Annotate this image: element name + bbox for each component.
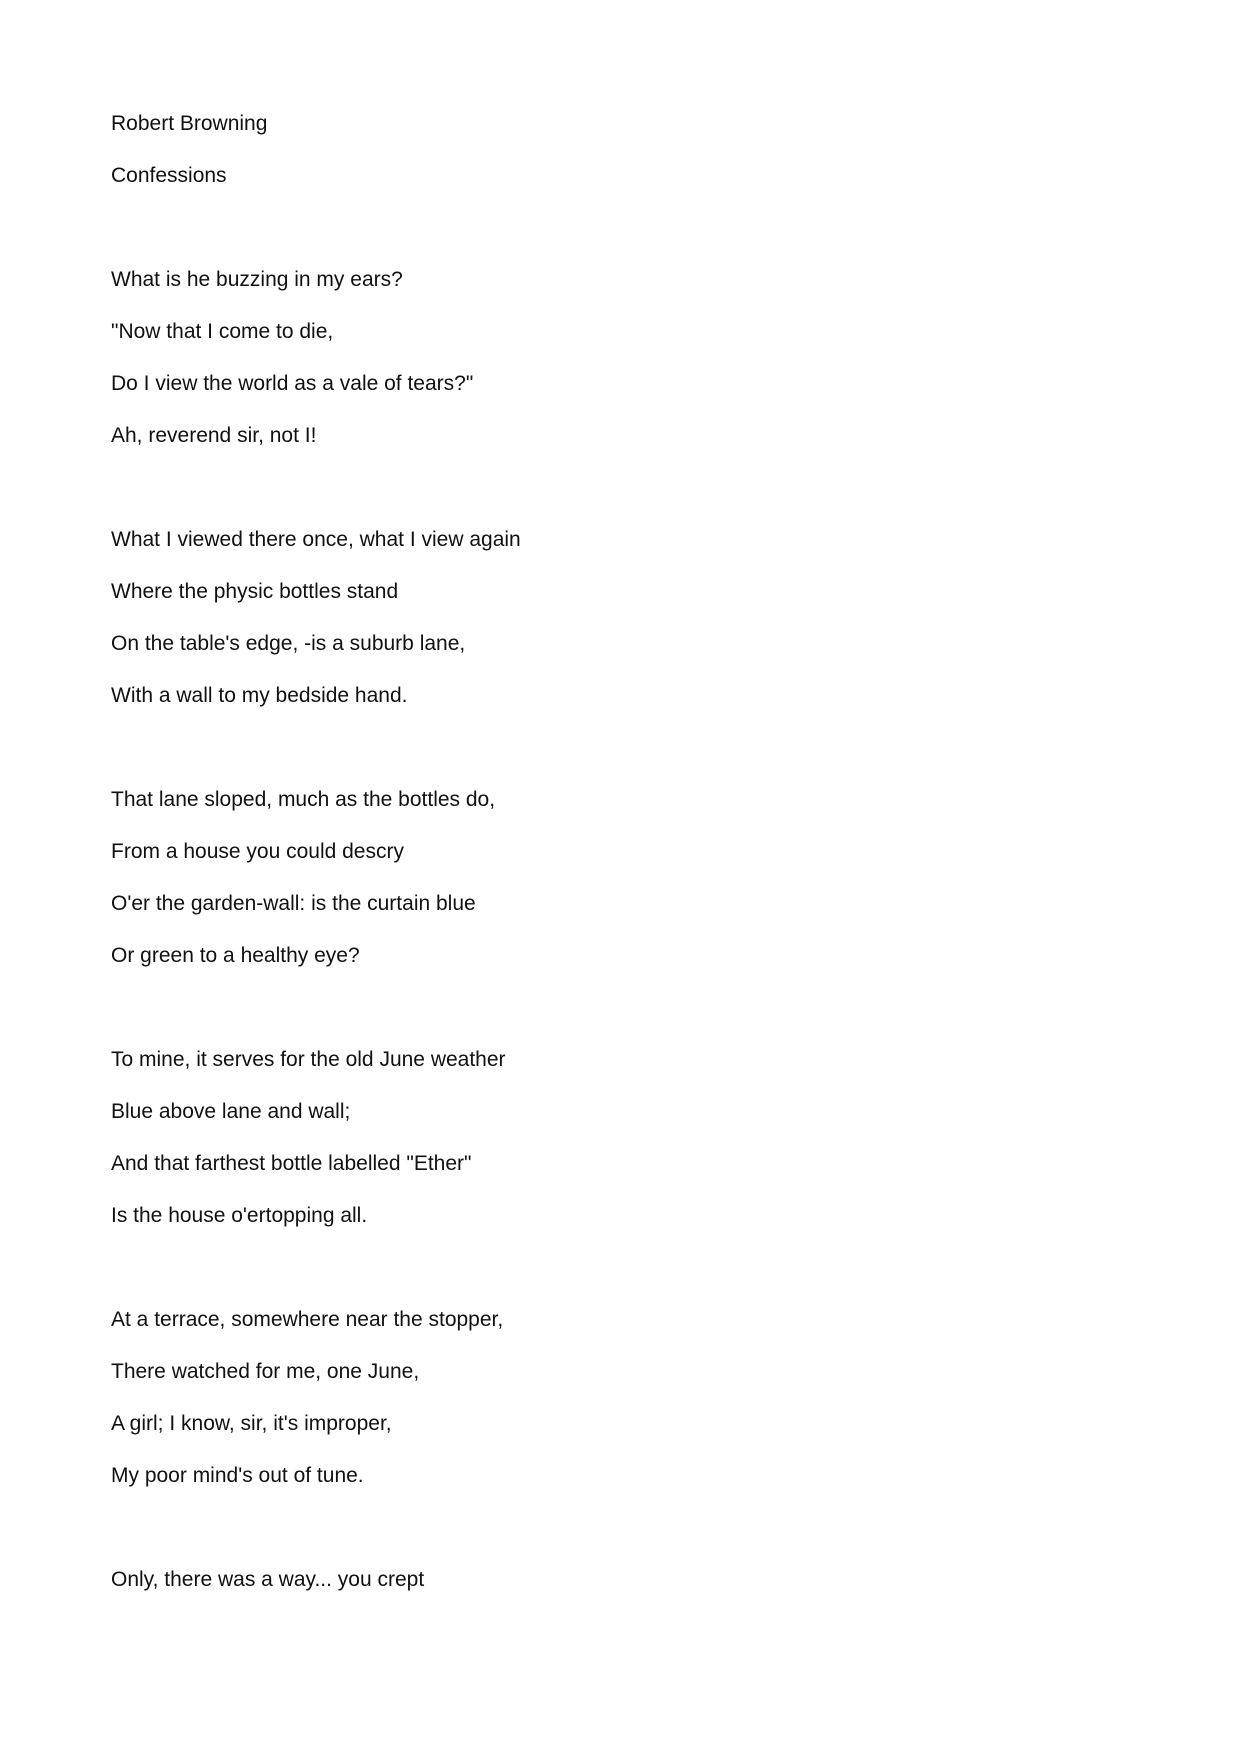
stanza-4 [111, 1047, 1111, 1255]
poem-line: My poor mind's out of tune. [111, 1464, 364, 1487]
stanza-gap [111, 1255, 1111, 1307]
stanza-6 [111, 1567, 1111, 1619]
stanza-gap [111, 475, 1111, 527]
poem-text [111, 111, 1111, 1619]
poem-line: At a terrace, somewhere near the stopper, [111, 1308, 504, 1331]
poem-line: O'er the garden-wall: is the curtain blue [111, 892, 476, 915]
poem-line: There watched for me, one June, [111, 1360, 420, 1383]
poem-line: On the table's edge, -is a suburb lane, [111, 632, 466, 655]
poem-line: With a wall to my bedside hand. [111, 684, 408, 707]
poem-line: From a house you could descry [111, 840, 404, 863]
poem-line: "Now that I come to die, [111, 320, 334, 343]
stanza-2 [111, 527, 1111, 735]
poem-author: Robert Browning [111, 112, 268, 135]
poem-line: Only, there was a way... you crept [111, 1568, 425, 1591]
stanza-gap [111, 215, 1111, 267]
poem-line: Is the house o'ertopping all. [111, 1204, 368, 1227]
poem-line: That lane sloped, much as the bottles do, [111, 788, 496, 811]
stanza-gap [111, 735, 1111, 787]
poem-line: Blue above lane and wall; [111, 1100, 351, 1123]
stanza-gap [111, 1515, 1111, 1567]
poem-line: Do I view the world as a vale of tears?" [111, 372, 474, 395]
poem-line: A girl; I know, sir, it's improper, [111, 1412, 392, 1435]
stanza-gap [111, 995, 1111, 1047]
poem-title: Confessions [111, 164, 227, 187]
poem-line: To mine, it serves for the old June weather [111, 1048, 506, 1071]
poem-line: What is he buzzing in my ears? [111, 268, 403, 291]
poem-line: Where the physic bottles stand [111, 580, 399, 603]
stanza-3 [111, 787, 1111, 995]
poem-line: Ah, reverend sir, not I! [111, 424, 317, 447]
stanza-1 [111, 267, 1111, 475]
poem-line: And that farthest bottle labelled "Ether" [111, 1152, 472, 1175]
poem-line: What I viewed there once, what I view again [111, 528, 521, 551]
poem-line: Or green to a healthy eye? [111, 944, 360, 967]
stanza-5 [111, 1307, 1111, 1515]
